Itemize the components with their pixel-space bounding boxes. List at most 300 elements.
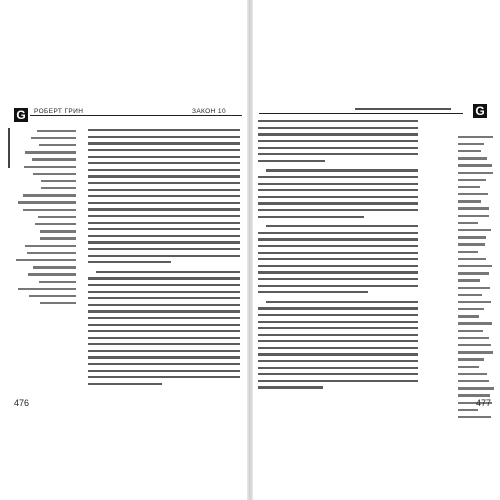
margin-note-bar xyxy=(40,237,76,239)
margin-note-bar xyxy=(458,164,492,166)
margin-note-line xyxy=(14,142,76,149)
text-line-bar xyxy=(258,321,418,323)
margin-note-bar xyxy=(458,207,489,209)
margin-note-bar xyxy=(458,179,486,181)
margin-note-line xyxy=(458,371,494,378)
g-tab-mark-right: G xyxy=(473,104,487,118)
text-line-bar xyxy=(88,202,240,204)
margin-note-bar xyxy=(28,273,76,275)
text-line xyxy=(258,289,418,296)
text-line-bar xyxy=(258,209,418,211)
text-line-bar xyxy=(258,278,418,280)
text-line-bar xyxy=(258,373,418,375)
text-line xyxy=(258,213,418,220)
margin-note-bar xyxy=(39,144,76,146)
text-line-bar xyxy=(88,284,240,286)
text-line-bar xyxy=(258,196,418,198)
margin-note-bar xyxy=(38,216,76,218)
margin-note-line xyxy=(14,272,76,279)
margin-note-line xyxy=(458,407,494,414)
text-line-bar xyxy=(88,149,240,151)
margin-note-bar xyxy=(458,279,480,281)
margin-note-line xyxy=(458,184,494,191)
margin-note-line xyxy=(458,141,494,148)
margin-note-bar xyxy=(458,308,484,310)
running-head-author: РОБЕРТ ГРИН xyxy=(34,108,84,115)
text-line xyxy=(88,315,240,322)
text-line-bar xyxy=(88,324,240,326)
margin-note-bar xyxy=(40,230,76,232)
text-line xyxy=(258,180,418,187)
text-line-bar xyxy=(88,241,240,243)
text-line-bar xyxy=(88,356,240,358)
text-line xyxy=(88,354,240,361)
text-line xyxy=(88,226,240,233)
margin-note-bar xyxy=(458,265,492,267)
text-line xyxy=(258,305,418,312)
text-line-bar xyxy=(258,160,325,162)
text-line xyxy=(88,140,240,147)
text-line-bar xyxy=(88,350,240,352)
text-line xyxy=(258,378,418,385)
margin-note-bar xyxy=(33,266,76,268)
text-line-bar xyxy=(88,136,240,138)
margin-note-line xyxy=(14,207,76,214)
margin-note-line xyxy=(458,220,494,227)
text-line xyxy=(258,138,418,145)
margin-note-line xyxy=(458,235,494,242)
text-line-bar xyxy=(266,301,418,303)
text-line xyxy=(88,167,240,174)
text-line xyxy=(88,134,240,141)
text-line-bar xyxy=(258,133,418,135)
text-line-bar xyxy=(88,182,240,184)
margin-note-bar xyxy=(458,287,490,289)
text-line xyxy=(88,282,240,289)
margin-note-line xyxy=(458,271,494,278)
text-line-bar xyxy=(88,248,240,250)
margin-note-bar xyxy=(23,194,76,196)
margin-note-bar xyxy=(458,193,488,195)
margin-note-line xyxy=(458,199,494,206)
margin-note-bar xyxy=(458,258,486,260)
margin-note-line xyxy=(14,293,76,300)
text-line xyxy=(258,131,418,138)
text-line-bar xyxy=(258,245,418,247)
page-number-left: 476 xyxy=(14,398,30,408)
margin-note-bar xyxy=(31,137,76,139)
text-line xyxy=(88,213,240,220)
margin-note-bar xyxy=(458,380,489,382)
text-line xyxy=(258,345,418,352)
text-line-bar xyxy=(258,334,418,336)
text-line xyxy=(258,298,418,305)
text-line-bar xyxy=(88,189,240,191)
text-line-bar xyxy=(258,386,323,388)
margin-note-bar xyxy=(16,259,76,261)
text-line-bar xyxy=(88,310,240,312)
text-line-bar xyxy=(88,277,240,279)
text-line-bar xyxy=(88,156,240,158)
margin-note-line xyxy=(458,386,494,393)
text-line xyxy=(258,262,418,269)
margin-note-bar xyxy=(458,229,491,231)
text-line xyxy=(88,252,240,259)
margin-note-left xyxy=(14,128,76,308)
text-line xyxy=(88,173,240,180)
margin-note-line xyxy=(14,157,76,164)
margin-note-line xyxy=(458,414,494,421)
margin-note-bar xyxy=(458,394,490,396)
g-tab-mark-left: G xyxy=(14,108,28,122)
text-line xyxy=(258,358,418,365)
text-line-bar xyxy=(258,291,368,293)
margin-note-bar xyxy=(458,157,487,159)
margin-note-line xyxy=(458,378,494,385)
text-line-bar xyxy=(88,222,240,224)
text-line-bar xyxy=(88,215,240,217)
margin-note-line xyxy=(14,265,76,272)
text-line xyxy=(88,295,240,302)
text-line-bar xyxy=(88,175,240,177)
margin-note-right xyxy=(458,134,494,422)
margin-note-bar xyxy=(458,143,484,145)
margin-note-bar xyxy=(18,288,76,290)
text-line xyxy=(258,174,418,181)
margin-note-bar xyxy=(458,351,493,353)
margin-note-line xyxy=(14,171,76,178)
margin-note-bar xyxy=(458,200,481,202)
margin-note-bar xyxy=(458,358,484,360)
margin-note-bar xyxy=(458,366,479,368)
text-line-bar xyxy=(258,232,418,234)
text-line-bar xyxy=(88,169,240,171)
margin-note-line xyxy=(458,156,494,163)
margin-note-line xyxy=(458,249,494,256)
page-number-right: 477 xyxy=(476,398,492,408)
running-head-chapter: ЗАКОН 10 xyxy=(192,108,226,115)
text-line xyxy=(88,328,240,335)
margin-note-line xyxy=(14,214,76,221)
margin-note-bar xyxy=(25,245,76,247)
text-line-bar xyxy=(258,314,418,316)
text-line-bar xyxy=(258,183,418,185)
text-line-bar xyxy=(88,304,240,306)
text-line-bar xyxy=(258,189,418,191)
margin-note-bar xyxy=(458,409,478,411)
text-line-bar xyxy=(96,271,240,273)
margin-note-line xyxy=(458,357,494,364)
text-line xyxy=(258,249,418,256)
text-line xyxy=(258,256,418,263)
margin-note-line xyxy=(14,221,76,228)
header-rule-right xyxy=(259,113,463,114)
margin-note-bar xyxy=(458,236,486,238)
margin-note-bar xyxy=(458,294,482,296)
text-line xyxy=(258,269,418,276)
margin-note-line xyxy=(458,148,494,155)
margin-note-bar xyxy=(458,330,483,332)
margin-note-bar xyxy=(458,136,493,138)
text-line xyxy=(88,219,240,226)
margin-note-bar xyxy=(37,130,76,132)
margin-note-bar xyxy=(35,223,76,225)
margin-note-line xyxy=(14,186,76,193)
text-line xyxy=(88,268,240,275)
text-line-bar xyxy=(88,370,240,372)
text-line-bar xyxy=(88,317,240,319)
margin-note-line xyxy=(458,163,494,170)
margin-note-bar xyxy=(458,322,492,324)
text-line xyxy=(88,341,240,348)
text-line xyxy=(88,239,240,246)
text-line-bar xyxy=(258,252,418,254)
margin-note-line xyxy=(458,350,494,357)
text-line xyxy=(258,384,418,391)
margin-note-line xyxy=(458,307,494,314)
margin-note-line xyxy=(14,150,76,157)
margin-note-bar xyxy=(23,209,76,211)
text-line-bar xyxy=(258,140,418,142)
margin-note-bar xyxy=(32,158,76,160)
text-line-bar xyxy=(258,147,418,149)
margin-note-line xyxy=(458,335,494,342)
margin-note-bar xyxy=(29,295,76,297)
text-line xyxy=(88,301,240,308)
margin-note-bar xyxy=(24,166,76,168)
text-line-bar xyxy=(88,337,240,339)
text-line xyxy=(88,233,240,240)
margin-note-bar xyxy=(458,387,494,389)
margin-note-line xyxy=(458,242,494,249)
text-line xyxy=(88,381,240,388)
margin-note-bar xyxy=(18,201,76,203)
margin-note-bar xyxy=(458,315,479,317)
vertical-side-label-left xyxy=(6,128,12,168)
margin-note-line xyxy=(458,213,494,220)
text-line xyxy=(258,194,418,201)
margin-note-line xyxy=(14,135,76,142)
text-line xyxy=(88,367,240,374)
margin-note-line xyxy=(458,364,494,371)
margin-note-bar xyxy=(25,151,76,153)
margin-note-bar xyxy=(458,186,480,188)
text-line-bar xyxy=(258,307,418,309)
text-line xyxy=(258,118,418,125)
margin-note-bar xyxy=(458,243,485,245)
margin-note-bar xyxy=(458,222,478,224)
text-line-bar xyxy=(258,360,418,362)
text-line-bar xyxy=(88,343,240,345)
margin-note-bar xyxy=(41,180,76,182)
text-line xyxy=(88,259,240,266)
text-line xyxy=(258,200,418,207)
text-line-bar xyxy=(258,340,418,342)
text-line-bar xyxy=(88,195,240,197)
margin-note-line xyxy=(14,200,76,207)
text-line xyxy=(88,308,240,315)
margin-note-line xyxy=(458,321,494,328)
text-line-bar xyxy=(88,261,171,263)
margin-note-line xyxy=(458,206,494,213)
text-line-bar xyxy=(258,238,418,240)
margin-note-line xyxy=(14,257,76,264)
margin-note-line xyxy=(458,314,494,321)
text-line-bar xyxy=(88,129,240,131)
margin-note-line xyxy=(458,292,494,299)
text-line xyxy=(88,334,240,341)
text-line xyxy=(258,151,418,158)
text-line xyxy=(88,186,240,193)
left-page xyxy=(0,0,249,500)
text-line xyxy=(88,246,240,253)
text-line xyxy=(258,167,418,174)
text-line xyxy=(258,325,418,332)
text-line-bar xyxy=(88,228,240,230)
margin-note-line xyxy=(458,328,494,335)
text-line xyxy=(88,153,240,160)
margin-note-line xyxy=(14,128,76,135)
text-line-bar xyxy=(258,271,418,273)
margin-note-bar xyxy=(458,272,489,274)
text-line xyxy=(88,288,240,295)
body-text-column-right xyxy=(258,118,418,391)
right-page xyxy=(251,0,500,500)
text-line-bar xyxy=(258,285,418,287)
text-line xyxy=(88,200,240,207)
text-line-bar xyxy=(258,258,418,260)
margin-note-line xyxy=(458,170,494,177)
margin-note-bar xyxy=(458,251,478,253)
margin-note-line xyxy=(458,227,494,234)
text-line-bar xyxy=(266,225,418,227)
margin-note-bar xyxy=(458,301,491,303)
margin-note-line xyxy=(458,177,494,184)
text-line-bar xyxy=(88,255,240,257)
header-rule-left xyxy=(30,115,242,116)
margin-note-bar xyxy=(41,187,76,189)
margin-note-bar xyxy=(458,344,491,346)
text-line xyxy=(258,331,418,338)
text-line-bar xyxy=(258,216,364,218)
text-line xyxy=(88,321,240,328)
margin-note-bar xyxy=(458,215,489,217)
text-line xyxy=(258,351,418,358)
text-line xyxy=(88,127,240,134)
margin-note-line xyxy=(14,164,76,171)
margin-note-bar xyxy=(458,337,489,339)
margin-note-line xyxy=(14,178,76,185)
text-line-bar xyxy=(258,380,418,382)
margin-note-line xyxy=(14,229,76,236)
margin-note-line xyxy=(458,285,494,292)
margin-note-line xyxy=(458,299,494,306)
margin-note-bar xyxy=(458,373,487,375)
margin-note-line xyxy=(14,286,76,293)
body-text-column-left xyxy=(88,127,240,387)
margin-note-line xyxy=(458,342,494,349)
text-line-bar xyxy=(258,176,418,178)
text-line-bar xyxy=(88,330,240,332)
text-line-bar xyxy=(88,208,240,210)
text-line-bar xyxy=(258,347,418,349)
text-line xyxy=(258,276,418,283)
text-line xyxy=(258,243,418,250)
text-line-bar xyxy=(266,169,418,171)
margin-note-bar xyxy=(27,252,76,254)
text-line xyxy=(258,318,418,325)
text-line xyxy=(258,371,418,378)
text-line xyxy=(258,125,418,132)
text-line xyxy=(258,282,418,289)
text-line xyxy=(88,348,240,355)
margin-note-line xyxy=(14,279,76,286)
text-line xyxy=(258,187,418,194)
margin-note-bar xyxy=(40,302,76,304)
text-line xyxy=(258,144,418,151)
text-line-bar xyxy=(88,376,240,378)
text-line xyxy=(258,364,418,371)
margin-note-line xyxy=(14,250,76,257)
margin-note-bar xyxy=(458,172,493,174)
text-line xyxy=(258,230,418,237)
text-line-bar xyxy=(88,162,240,164)
margin-note-bar xyxy=(33,173,76,175)
text-line xyxy=(258,312,418,319)
margin-note-bar xyxy=(458,150,481,152)
text-line-bar xyxy=(258,120,418,122)
text-line xyxy=(88,374,240,381)
text-line-bar xyxy=(258,127,418,129)
text-line xyxy=(88,147,240,154)
text-line xyxy=(88,206,240,213)
text-line xyxy=(258,338,418,345)
text-line-bar xyxy=(88,297,240,299)
margin-note-line xyxy=(14,193,76,200)
margin-note-line xyxy=(458,192,494,199)
margin-note-line xyxy=(14,236,76,243)
margin-note-line xyxy=(458,278,494,285)
text-line-bar xyxy=(258,202,418,204)
text-line xyxy=(88,275,240,282)
running-head-right xyxy=(355,106,451,112)
margin-note-line xyxy=(14,301,76,308)
margin-note-bar xyxy=(458,416,491,418)
margin-note-line xyxy=(14,243,76,250)
text-line xyxy=(258,223,418,230)
text-line xyxy=(88,361,240,368)
text-line-bar xyxy=(88,235,240,237)
text-line xyxy=(88,193,240,200)
text-line xyxy=(258,236,418,243)
margin-note-line xyxy=(458,256,494,263)
text-line-bar xyxy=(258,353,418,355)
margin-note-bar xyxy=(39,281,77,283)
margin-note-line xyxy=(458,134,494,141)
text-line xyxy=(88,160,240,167)
text-line-bar xyxy=(258,265,418,267)
text-line-bar xyxy=(88,383,162,385)
text-line-bar xyxy=(88,363,240,365)
text-line-bar xyxy=(88,142,240,144)
text-line-bar xyxy=(258,327,418,329)
text-line xyxy=(88,180,240,187)
text-line-bar xyxy=(88,291,240,293)
margin-note-line xyxy=(458,263,494,270)
text-line xyxy=(258,158,418,165)
text-line-bar xyxy=(258,153,418,155)
text-line xyxy=(258,207,418,214)
